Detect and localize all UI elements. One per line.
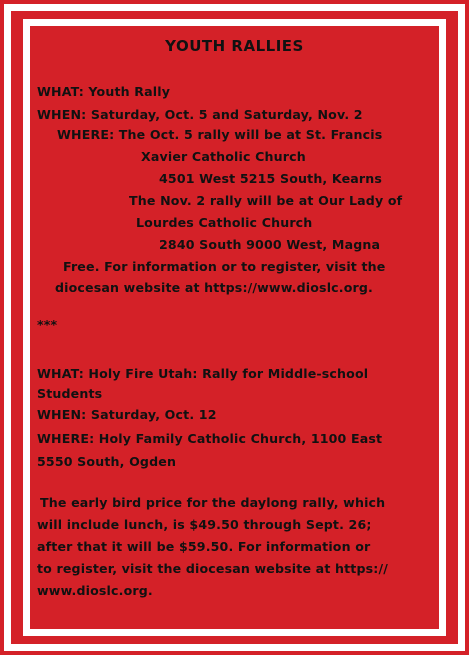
event1-info-line1: Free. For information or to register, visit the bbox=[63, 259, 386, 274]
event1-what: WHAT: Youth Rally bbox=[37, 84, 171, 99]
event1-info-line2: diocesan website at https://www.dioslc.org. bbox=[55, 280, 373, 295]
separator: *** bbox=[37, 317, 58, 332]
event2-info-line5: www.dioslc.org. bbox=[37, 583, 153, 598]
event2-where-line2: 5550 South, Ogden bbox=[37, 454, 177, 469]
event2-info-line1: The early bird price for the daylong rally, which bbox=[40, 495, 386, 510]
event1-where-line6: 2840 South 9000 West, Magna bbox=[159, 237, 381, 252]
event2-info-line2: will include lunch, is $49.50 through Sept. 26; bbox=[37, 517, 372, 532]
event2-info-line4: to register, visit the diocesan website at https:// bbox=[37, 561, 388, 576]
event2-what-line1: WHAT: Holy Fire Utah: Rally for Middle-school bbox=[37, 366, 369, 381]
event2-when: WHEN: Saturday, Oct. 12 bbox=[37, 407, 217, 422]
event2-what-line2: Students bbox=[37, 386, 103, 401]
event2-info-line3: after that it will be $59.50. For information or bbox=[37, 539, 371, 554]
event1-where-line3: 4501 West 5215 South, Kearns bbox=[159, 171, 383, 186]
event1-where-line2: Xavier Catholic Church bbox=[141, 149, 306, 164]
rallies-panel bbox=[37, 33, 432, 622]
event1-where-line5: Lourdes Catholic Church bbox=[136, 215, 313, 230]
event1-when: WHEN: Saturday, Oct. 5 and Saturday, Nov. 2 bbox=[37, 107, 363, 122]
event1-where-line1: WHERE: The Oct. 5 rally will be at St. Francis bbox=[57, 127, 383, 142]
event2-where-line1: WHERE: Holy Family Catholic Church, 1100 East bbox=[37, 431, 383, 446]
panel-title: YOUTH RALLIES bbox=[165, 37, 304, 55]
event1-where-line4: The Nov. 2 rally will be at Our Lady of bbox=[129, 193, 403, 208]
